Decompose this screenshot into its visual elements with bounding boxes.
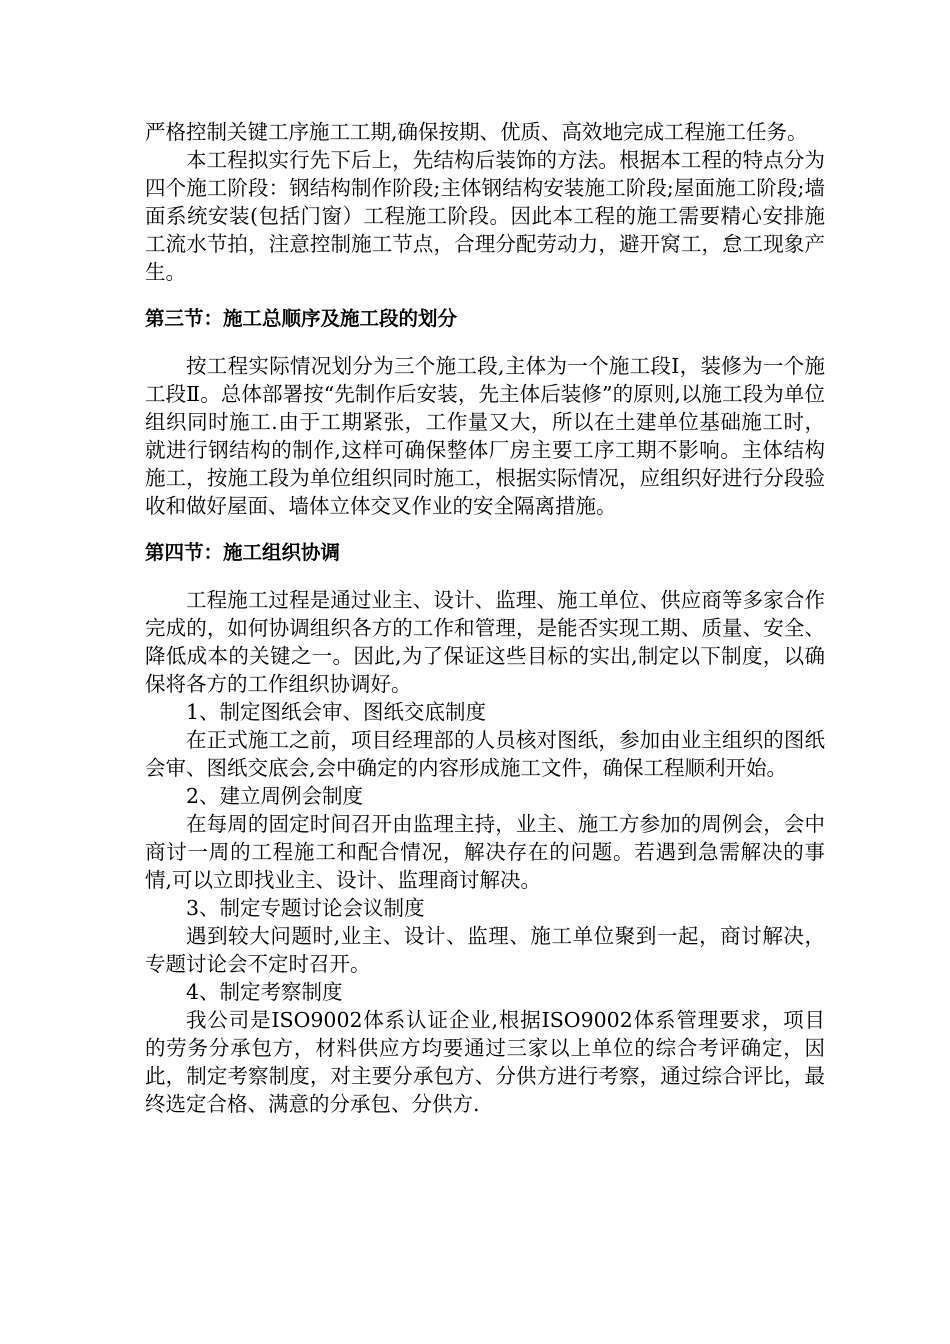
paragraph-coordination-intro: 工程施工过程是通过业主、设计、监理、施工单位、供应商等多家合作完成的，如何协调组织各方的工作和管理，是能否实现工期、质量、安全、降低成本的关键之一。因此,为了保证这些目标的实出,制定以下制度，以确保将各方的工作组织协调好。: [145, 588, 825, 696]
paragraph-continuation: 严格控制关键工序施工工期,确保按期、优质、高效地完成工程施工任务。: [145, 120, 808, 144]
list-item-title: 3、制定专题讨论会议制度: [186, 896, 425, 920]
section-three-heading: 第三节：施工总顺序及施工段的划分: [145, 307, 458, 330]
list-item-title: 1、制定图纸会审、图纸交底制度: [186, 700, 487, 724]
list-item-body: 在正式施工之前，项目经理部的人员核对图纸，参加由业主组织的图纸会审、图纸交底会,会中确定的内容形成施工文件，确保工程顺利开始。: [145, 728, 825, 780]
spacer: [145, 567, 825, 586]
paragraph-construction-sequence: 按工程实际情况划分为三个施工段,主体为一个施工段Ⅰ，装修为一个施工段Ⅱ。总体部署按“先制作后安装，先主体后装修”的原则,以施工段为单位组织同时施工.由于工期紧张，工作量又大，所以在土建单位基础施工时，就进行钢结构的制作,这样可确保整体厂房主要工序工期不影响。主体结构施工，按施工段为单位组织同时施工，根据实际情况，应组织好进行分段验收和做好屋面、墙体立体交叉作业的安全隔离措施。: [145, 354, 825, 518]
section-four-heading: 第四节：施工组织协调: [145, 541, 341, 564]
spacer: [145, 333, 825, 352]
list-item-body: 在每周的固定时间召开由监理主持，业主、施工方参加的周例会，会中商讨一周的工程施工和配合情况，解决存在的问题。若遇到急需解决的事情,可以立即找业主、设计、监理商讨解决。: [145, 812, 825, 892]
list-item-body: 遇到较大问题时,业主、设计、监理、施工单位聚到一起，商讨解决，专题讨论会不定时召开。: [145, 924, 825, 976]
document-page: [145, 118, 825, 1118]
list-item-title: 2、建立周例会制度: [186, 784, 364, 808]
spacer: [145, 286, 825, 305]
list-item-body: 我公司是ISO9002体系认证企业,根据ISO9002体系管理要求，项目的劳务分承包方，材料供应方均要通过三家以上单位的综合考评确定，因此，制定考察制度，对主要分承包方、分供方进行考察，通过综合评比，最终选定合格、满意的分承包、分供方.: [145, 1008, 825, 1116]
spacer: [145, 520, 825, 539]
paragraph-stage-plan: 本工程拟实行先下后上，先结构后装饰的方法。根据本工程的特点分为四个施工阶段：钢结构制作阶段;主体钢结构安装施工阶段;屋面施工阶段;墙面系统安装(包括门窗）工程施工阶段。因此本工程的施工需要精心安排施工流水节拍，注意控制施工节点，合理分配劳动力，避开窝工，怠工现象产生。: [145, 148, 825, 284]
list-item-title: 4、制定考察制度: [186, 980, 343, 1004]
